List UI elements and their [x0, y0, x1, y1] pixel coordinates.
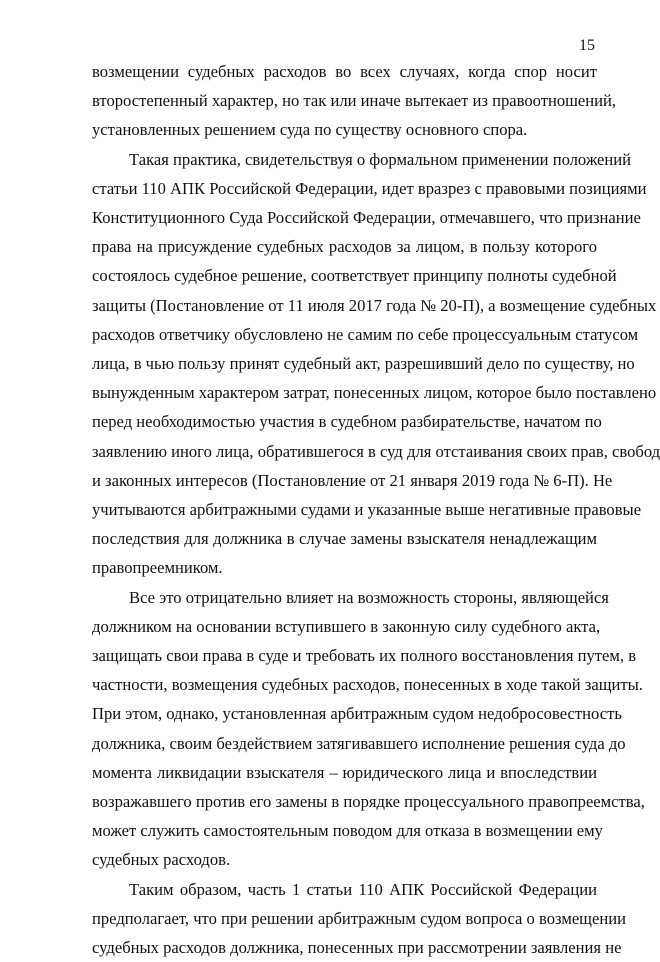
text-line: статьи 110 АПК Российской Федерации, идет вразрез с правовыми позициями: [92, 178, 647, 198]
paragraph-2: [92, 145, 660, 583]
paragraph-3: [92, 583, 645, 875]
text-line: может служить самостоятельным поводом для отказа в возмещении ему: [92, 821, 603, 841]
text-line: должника, своим бездействием затягивавшего исполнение решения суда до: [92, 733, 626, 753]
text-line: При этом, однако, установленная арбитражным судом недобросовестность: [92, 704, 622, 724]
text-line: состоялось судебное решение, соответствует принципу полноты судебной: [92, 266, 617, 286]
text-line: Конституционного Суда Российской Федерации, отмечавшего, что признание: [92, 208, 641, 228]
text-line: и законных интересов (Постановление от 21 января 2019 года № 6-П). Не: [92, 470, 613, 490]
text-line: предполагает, что при решении арбитражным судом вопроса о возмещении: [92, 908, 626, 928]
text-line: установленных решением суда по существу основного спора.: [92, 120, 528, 140]
text-line: перед необходимостью участия в судебном разбирательстве, начатом по: [92, 412, 602, 432]
document-body: [92, 57, 660, 962]
text-line: заявлению иного лица, обратившегося в суд для отстаивания своих прав, свобод: [92, 441, 660, 461]
text-line: Все это отрицательно влияет на возможность стороны, являющейся: [129, 587, 609, 607]
text-line: права на присуждение судебных расходов за лицом, в пользу которого: [92, 237, 597, 257]
text-line: частности, возмещения судебных расходов, понесенных в ходе такой защиты.: [92, 675, 643, 695]
text-line: момента ликвидации взыскателя – юридического лица и впоследствии: [92, 762, 597, 782]
text-line: судебных расходов должника, понесенных при рассмотрении заявления не: [92, 938, 622, 958]
text-line: учитываются арбитражными судами и указанные выше негативные правовые: [92, 500, 642, 520]
paragraph-1: [92, 57, 617, 145]
text-line: возражавшего против его замены в порядке процессуального правопреемства,: [92, 792, 645, 812]
page-number: 15: [579, 37, 595, 54]
text-line: последствия для должника в случае замены взыскателя ненадлежащим: [92, 529, 597, 549]
text-line: второстепенный характер, но так или иначе вытекает из правоотношений,: [92, 91, 617, 111]
text-line: лица, в чью пользу принят судебный акт, разрешивший дело по существу, но: [92, 354, 635, 374]
text-line: правопреемником.: [92, 558, 223, 578]
text-line: возмещении судебных расходов во всех случаях, когда спор носит: [92, 62, 597, 81]
text-line: защищать свои права в суде и требовать их полного восстановления путем, в: [92, 646, 637, 666]
text-line: судебных расходов.: [92, 850, 231, 870]
text-line: расходов ответчику обусловлено не самим по себе процессуальным статусом: [92, 324, 639, 344]
text-line: должником на основании вступившего в законную силу судебного акта,: [92, 616, 601, 636]
text-line: вынужденным характером затрат, понесенных лицом, которое было поставлено: [92, 383, 657, 403]
text-line: защиты (Постановление от 11 июля 2017 года № 20-П), а возмещение судебных: [92, 295, 657, 315]
text-line: Таким образом, часть 1 статьи 110 АПК Российской Федерации: [129, 879, 597, 899]
text-line: Такая практика, свидетельствуя о формальном применении положений: [129, 149, 632, 169]
paragraph-4: [92, 875, 626, 962]
